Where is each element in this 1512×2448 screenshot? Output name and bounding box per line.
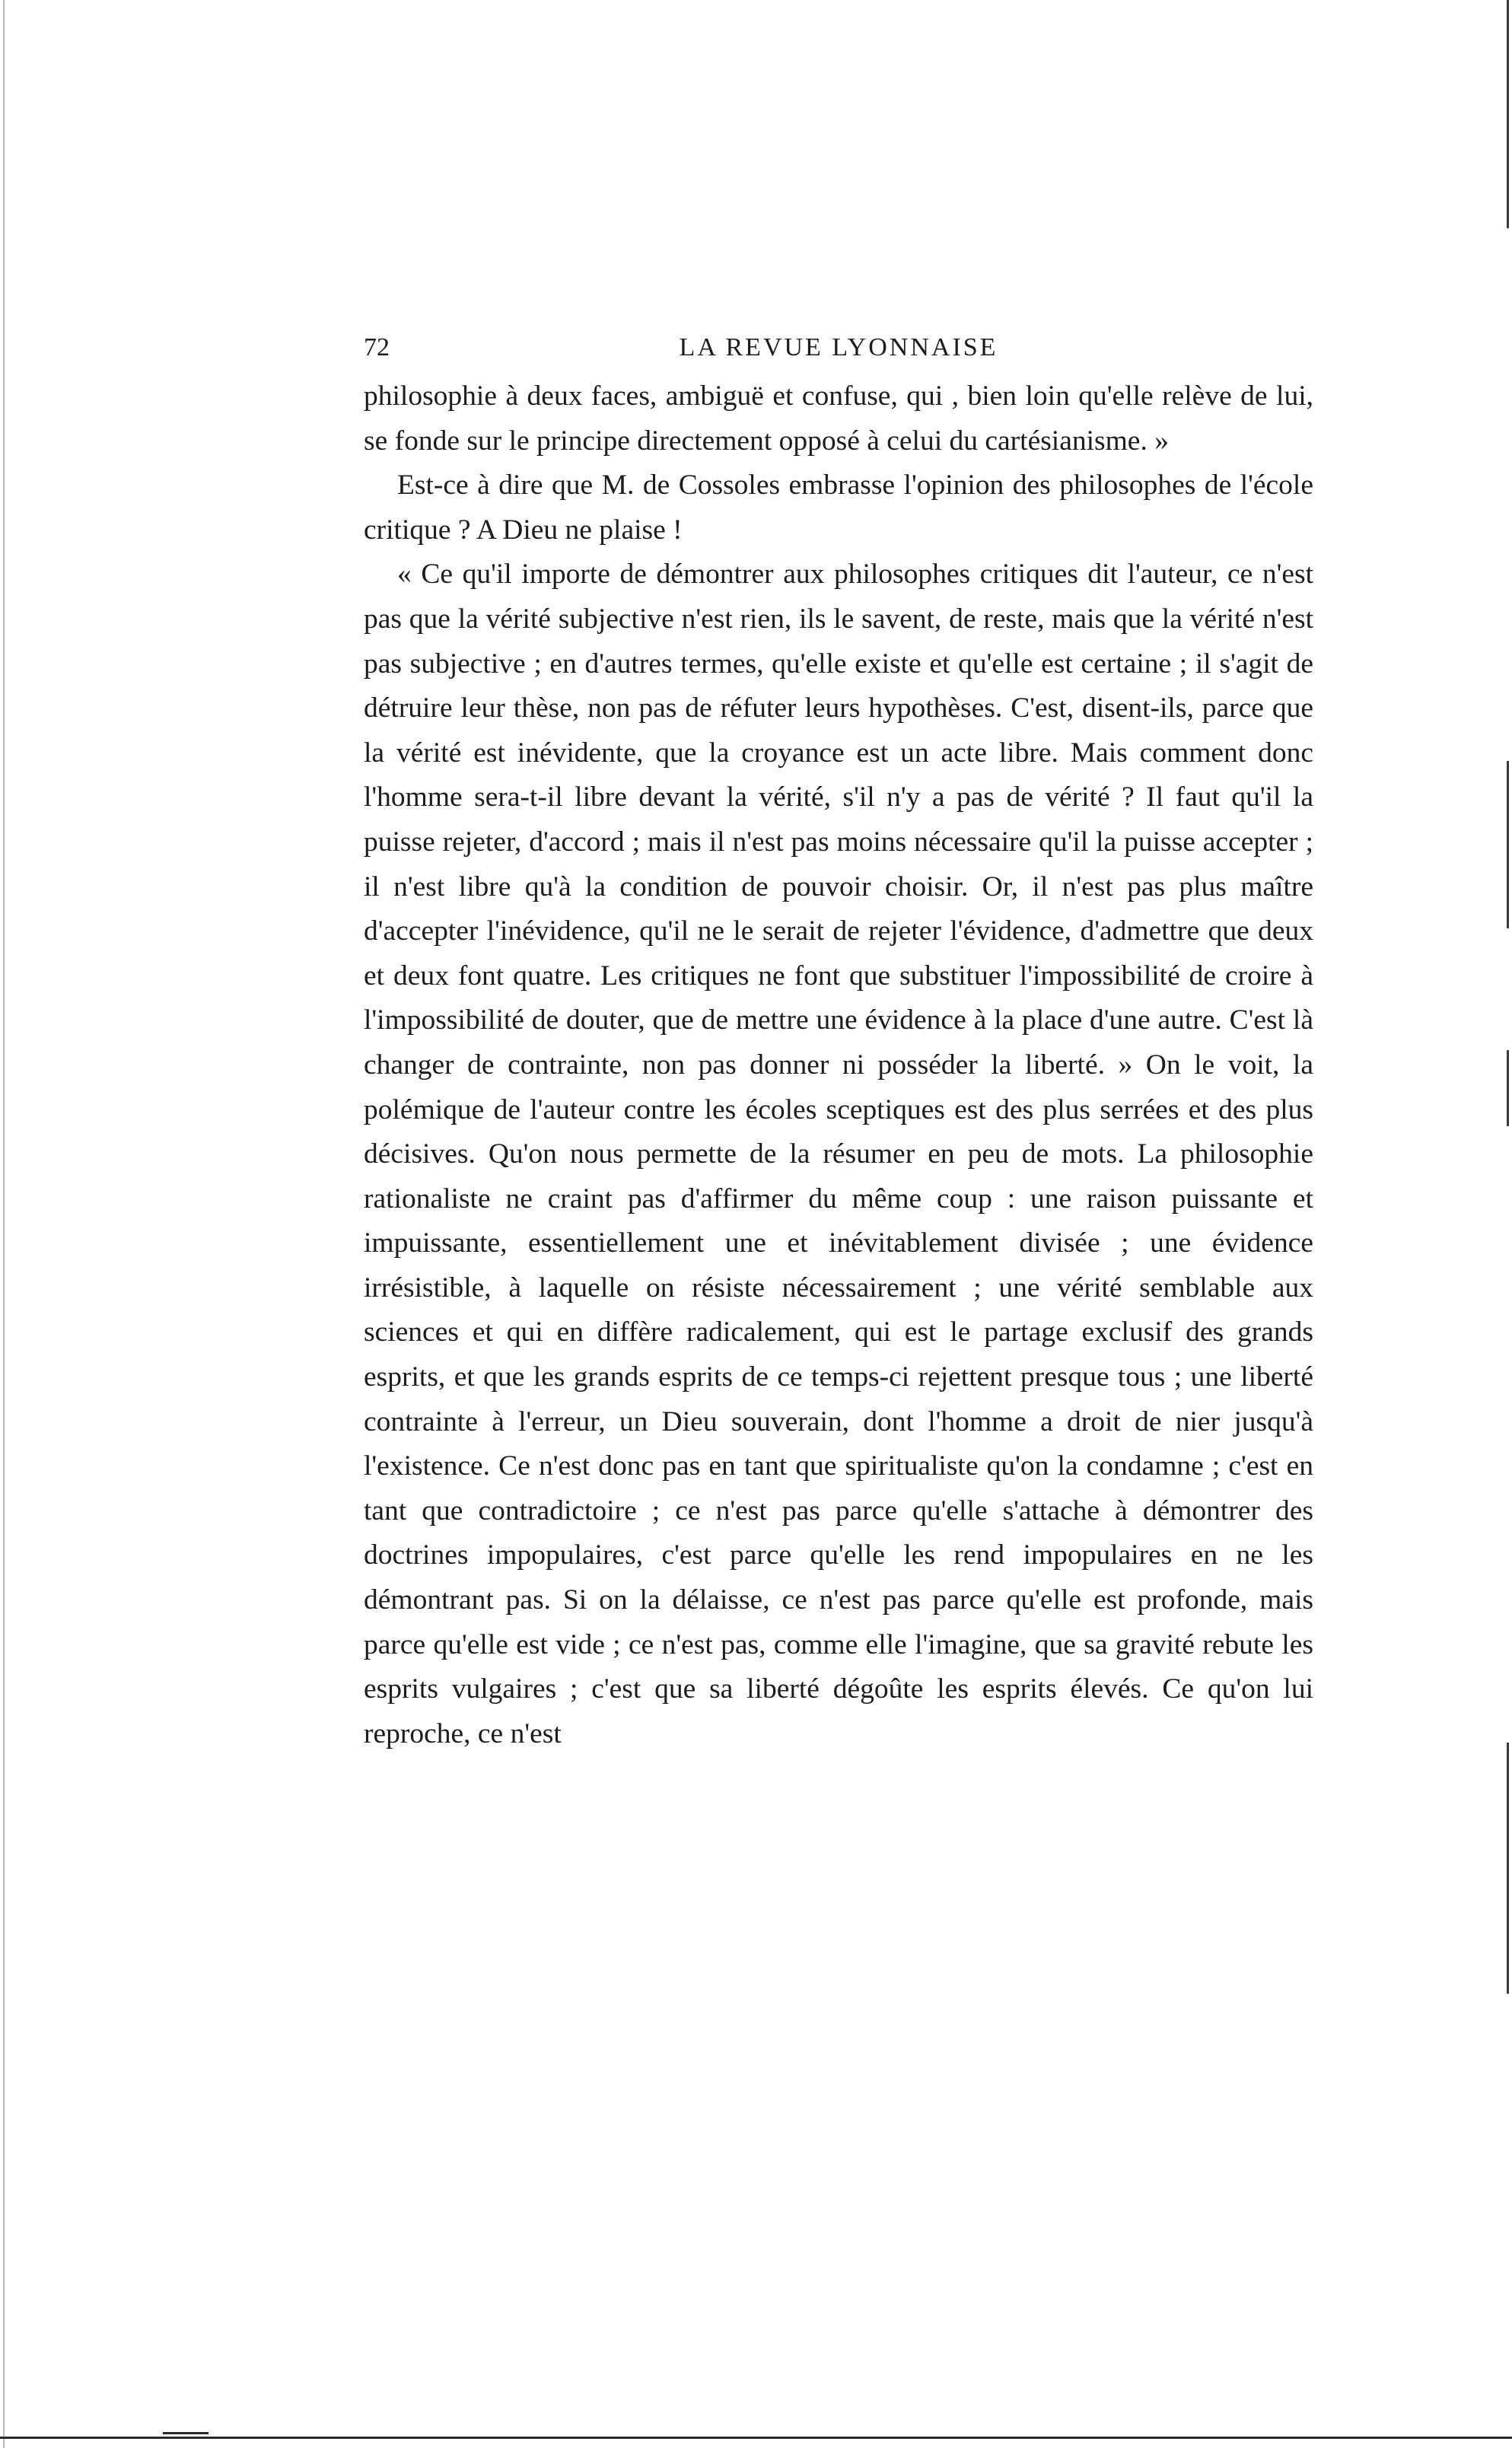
page-right-edge-middle: [1507, 761, 1509, 928]
book-page: [364, 327, 1313, 1756]
page-right-edge-lower: [1507, 1743, 1509, 1994]
running-head: [364, 327, 1313, 374]
paragraph-question: Est-ce à dire que M. de Cossoles embrasse l'opinion des philosophes de l'école critique ? A Dieu ne plaise !: [364, 470, 1313, 546]
bottom-rule: [0, 2437, 1512, 2439]
page-number: 72: [364, 333, 390, 361]
paragraph-continuation: philosophie à deux faces, ambiguë et confuse, qui , bien loin qu'elle relève de lui, se fonde sur le principe directement opposé à celui du cartésianisme. »: [364, 380, 1313, 457]
page-right-edge-mark: [1507, 1050, 1509, 1126]
page-right-edge-top: [1507, 0, 1509, 228]
journal-title: LA REVUE LYONNAISE: [679, 333, 998, 361]
page-left-edge: [3, 0, 5, 2448]
body-text: [364, 374, 1313, 1756]
bottom-rule-mark: [163, 2432, 208, 2434]
paragraph-quotation: « Ce qu'il importe de démontrer aux philosophes critiques dit l'auteur, ce n'est pas que la vérité subjective n'est rien, ils le savent, de reste, mais que la vérité n'est pas subjective ; en d'autres termes, qu'elle existe et qu'elle est certaine ; il s'agit de détruire leur thèse, non pas de réfuter leurs hypothèses. C'est, disent-ils, parce que la vérité est inévidente, que la croyance est un acte libre. Mais comment donc l'homme sera-t-il libre devant la vérité, s'il n'y a pas de vérité ? Il faut qu'il la puisse rejeter, d'accord ; mais il n'est pas moins nécessaire qu'il la puisse accepter ; il n'est libre qu'à la condition de pouvoir choisir. Or, il n'est pas plus maître d'accepter l'inévidence, qu'il ne le serait de rejeter l'évidence, d'admettre que deux et deux font quatre. Les critiques ne font que substituer l'impossibilité de croire à l'impossibilité de douter, que de mettre une évidence à la place d'une autre. C'est là changer de contrainte, non pas donner ni posséder la liberté. » On le voit, la polémique de l'auteur contre les écoles sceptiques est des plus serrées et des plus décisives. Qu'on nous permette de la résumer en peu de mots. La philosophie rationaliste ne craint pas d'affirmer du même coup : une raison puissante et impuissante, essentiellement une et inévitablement divisée ; une évidence irrésistible, à laquelle on résiste nécessairement ; une vérité semblable aux sciences et qui en diffère radicalement, qui est le partage exclusif des grands esprits, et que les grands esprits de ce temps-ci rejettent presque tous ; une liberté contrainte à l'erreur, un Dieu souverain, dont l'homme a droit de nier jusqu'à l'existence. Ce n'est donc pas en tant que spiritualiste qu'on la condamne ; c'est en tant que contradictoire ; ce n'est pas parce qu'elle s'attache à démontrer des doctrines impopulaires, c'est parce qu'elle les rend impopulaires en ne les démontrant pas. Si on la délaisse, ce n'est pas parce qu'elle est profonde, mais parce qu'elle est vide ; ce n'est pas, comme elle l'imagine, que sa gravité rebute les esprits vulgaires ; c'est que sa liberté dégoûte les esprits élevés. Ce qu'on lui reproche, ce n'est: [364, 559, 1313, 1749]
